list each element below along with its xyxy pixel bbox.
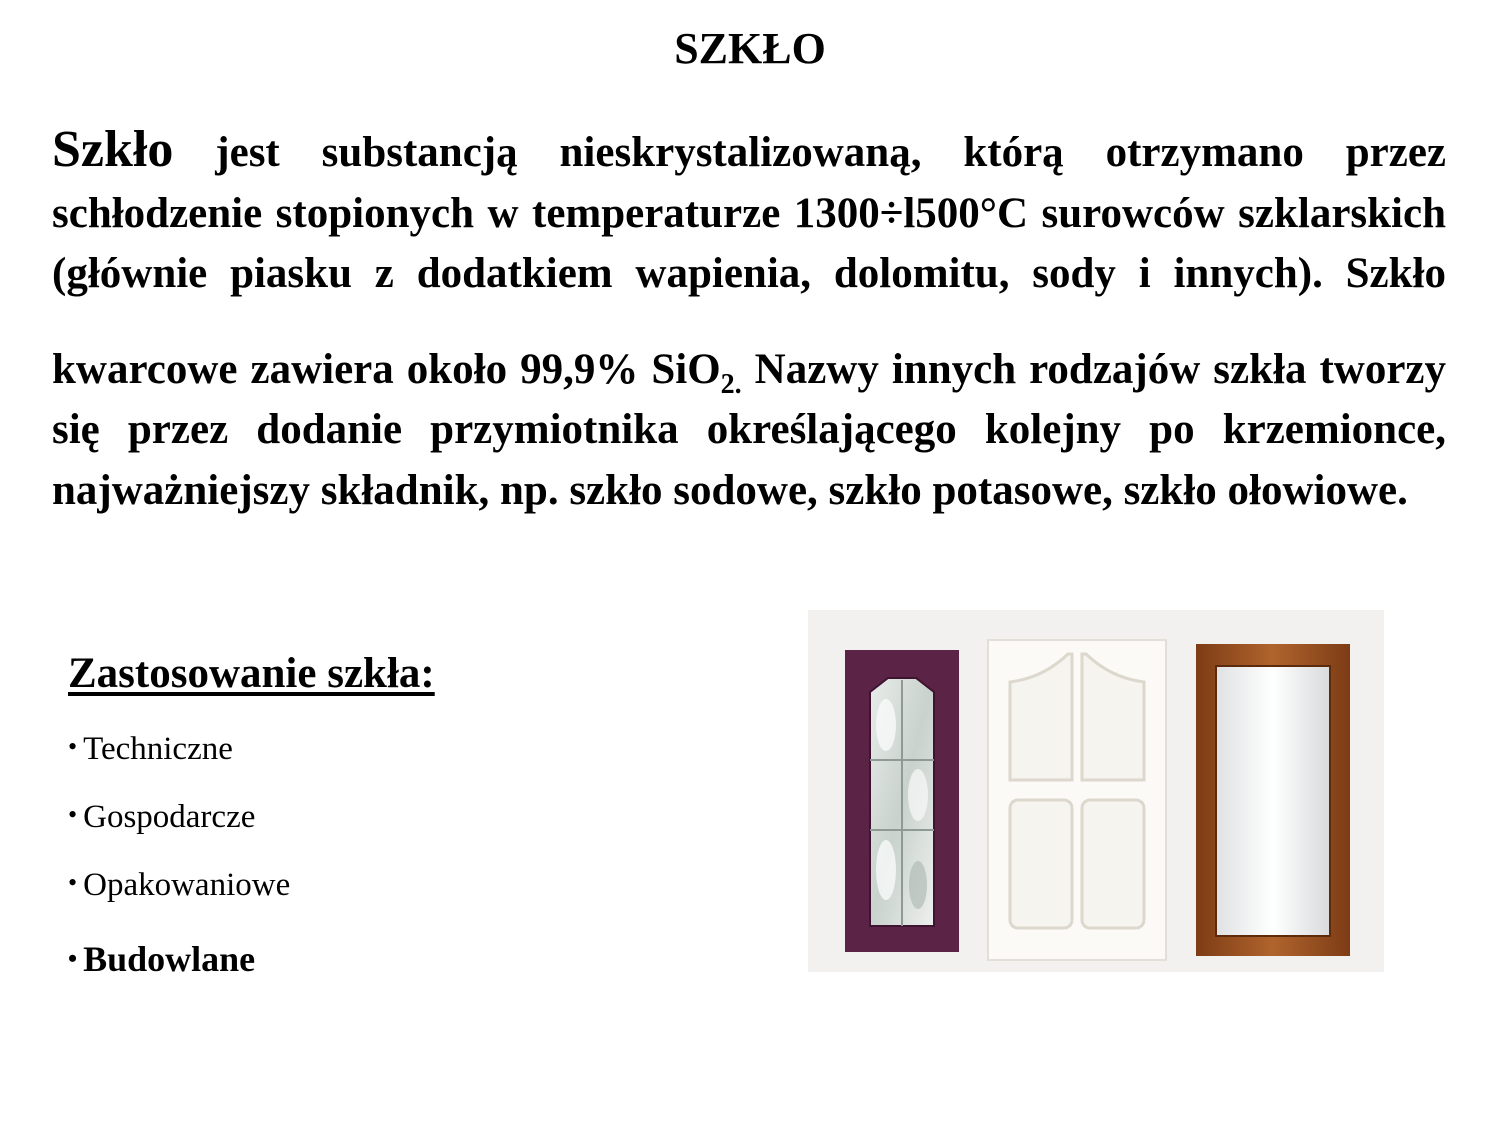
paragraph-text-part-2: Nazwy innych rodzajów szkła tworzy się przez dodanie przymiotnika określającego kolejny po krzemionce, najważniejszy składnik, np. szkło sodowe, szkło potasowe, szkło ołowiowe. xyxy=(52,345,1446,514)
usage-item-label: Opakowaniowe xyxy=(83,867,291,903)
paragraph-subscript: 2. xyxy=(720,368,742,400)
usage-item-label: Budowlane xyxy=(83,939,256,979)
cabinet-doors-illustration xyxy=(808,610,1384,972)
slide-title: SZKŁO xyxy=(674,24,826,73)
usage-heading: Zastosowanie szkła: xyxy=(68,650,435,697)
paragraph-lead-word: Szkło xyxy=(52,121,174,178)
bullet-icon: • xyxy=(68,732,78,761)
usage-list xyxy=(68,726,290,1004)
purple-glass-door xyxy=(845,650,959,952)
paragraph-text-part-1: jest substancją nieskrystalizowaną, którą otrzymano przez schłodzenie stopionych w temperaturze 1300÷l500°C surowców szklarskich (głównie piasku z dodatkiem wapienia, dolomitu, sody i innych). Szkło kwarcowe zawiera około 99,9% SiO xyxy=(52,129,1446,393)
white-panel-door xyxy=(988,640,1166,960)
usage-item-label: Gospodarcze xyxy=(83,799,256,835)
wooden-glass-door xyxy=(1196,644,1350,956)
bullet-icon: • xyxy=(68,800,78,829)
usage-item xyxy=(68,726,290,794)
usage-item xyxy=(68,862,290,930)
bullet-icon: • xyxy=(68,868,78,897)
definition-paragraph xyxy=(52,120,1446,521)
usage-item-label: Techniczne xyxy=(83,731,233,767)
bullet-icon: • xyxy=(68,944,78,973)
usage-item xyxy=(68,794,290,862)
usage-item xyxy=(68,936,290,1004)
cabinet-doors-photo xyxy=(808,610,1384,972)
